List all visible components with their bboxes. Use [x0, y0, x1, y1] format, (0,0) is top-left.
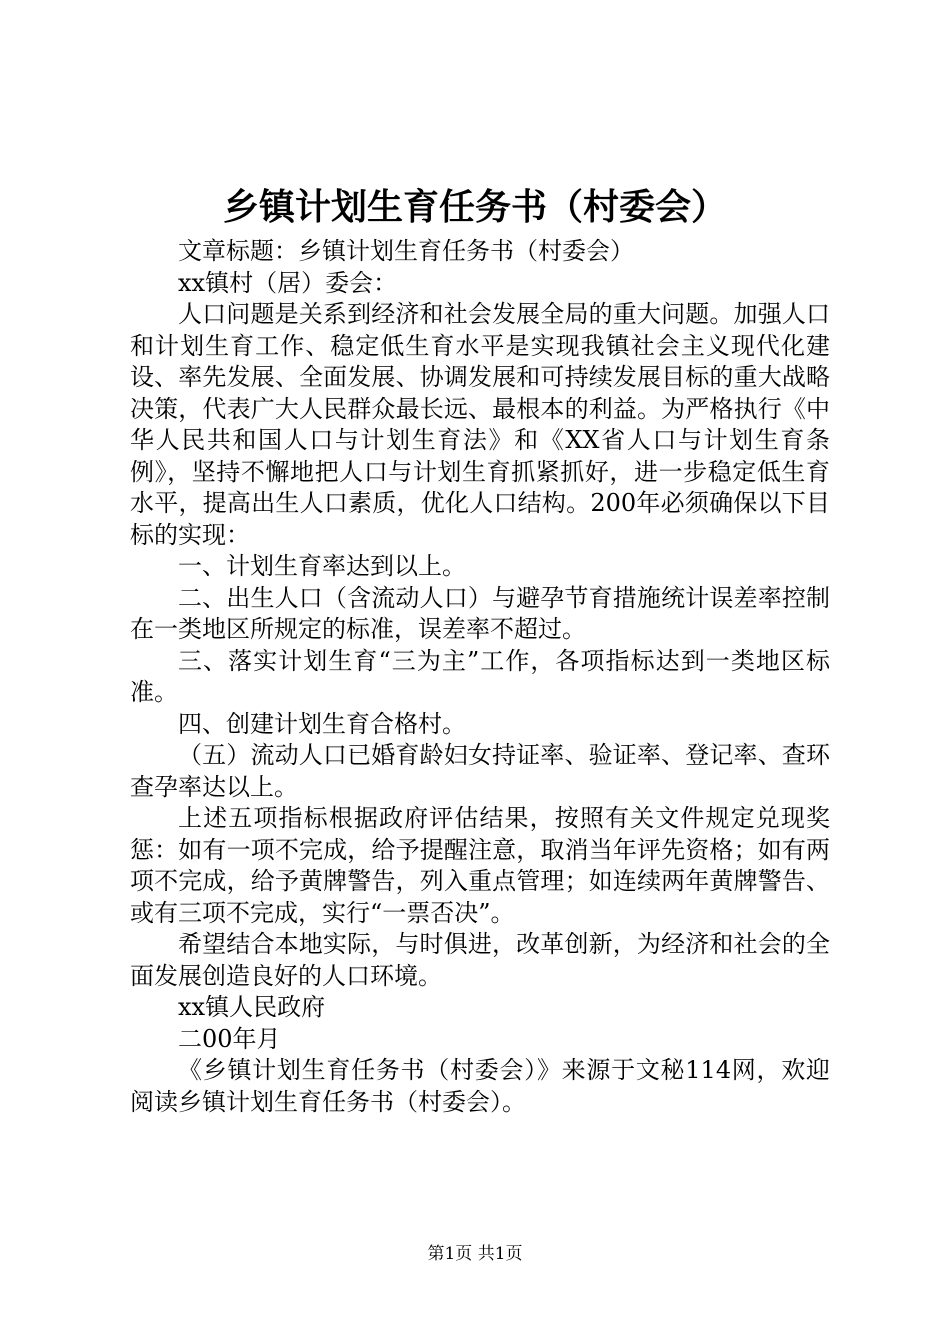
salutation: xx镇村（居）委会：: [178, 268, 398, 297]
assessment-paragraph: 上述五项指标根据政府评估结果，按照有关文件规定兑现奖惩：如有一项不完成，给予提醒注意，取消当年评先资格；如有两项不完成，给予黄牌警告，列入重点管理；如连续两年黄牌警告、或有三项不完成，实行“一票否决”。: [130, 804, 830, 927]
signature-date: 二00年月: [178, 1024, 281, 1053]
page-number-footer: 第1页 共1页: [427, 1244, 523, 1264]
target-item-4: 四、创建计划生育合格村。: [178, 709, 466, 738]
source-note: 《乡镇计划生育任务书（村委会）》来源于文秘114网，欢迎阅读乡镇计划生育任务书（村委会）。: [130, 1056, 830, 1116]
closing-paragraph: 希望结合本地实际，与时俱进，改革创新，为经济和社会的全面发展创造良好的人口环境。: [130, 930, 830, 990]
intro-paragraph: 人口问题是关系到经济和社会发展全局的重大问题。加强人口和计划生育工作、稳定低生育水平是实现我镇社会主义现代化建设、率先发展、全面发展、协调发展和可持续发展目标的重大战略决策，代表广大人民群众最长远、最根本的利益。为严格执行《中华人民共和国人口与计划生育法》和《XX省人口与计划生育条例》，坚持不懈地把人口与计划生育抓紧抓好，进一步稳定低生育水平，提高出生人口素质，优化人口结构。200年必须确保以下目标的实现：: [130, 300, 830, 549]
document-body: [130, 236, 830, 1118]
signature-issuer: xx镇人民政府: [178, 993, 326, 1021]
target-item-5: （五）流动人口已婚育龄妇女持证率、验证率、登记率、查环查孕率达以上。: [130, 741, 830, 801]
target-item-2: 二、出生人口（含流动人口）与避孕节育措施统计误差率控制在一类地区所规定的标准，误差率不超过。: [130, 583, 830, 643]
target-item-1: 一、计划生育率达到以上。: [178, 552, 466, 580]
article-title-line: 文章标题：乡镇计划生育任务书（村委会）: [178, 237, 634, 265]
document-title: 乡镇计划生育任务书（村委会）: [222, 187, 727, 228]
target-item-3: 三、落实计划生育“三为主”工作，各项指标达到一类地区标准。: [130, 646, 830, 706]
